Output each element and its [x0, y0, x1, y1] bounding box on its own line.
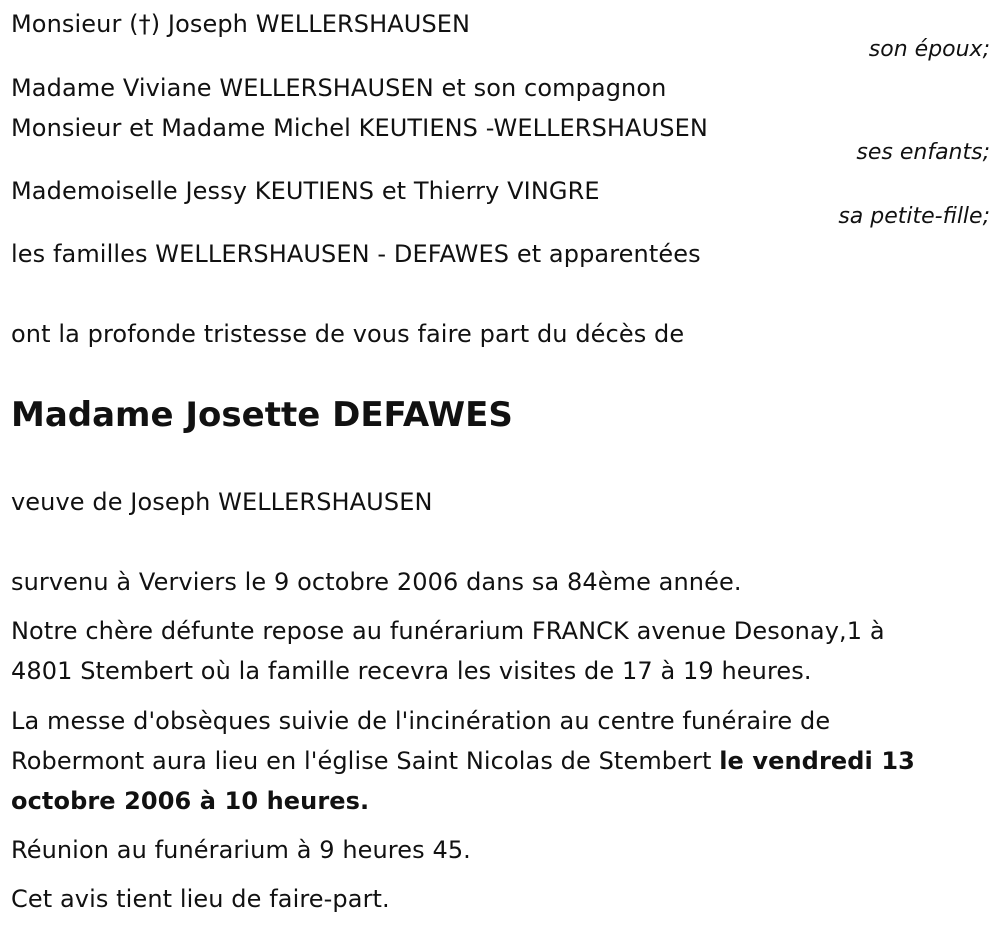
cross-icon: † [138, 10, 151, 38]
widow-of-line: veuve de Joseph WELLERSHAUSEN [11, 488, 433, 516]
granddaughter-line: Mademoiselle Jessy KEUTIENS et Thierry VINGRE [11, 177, 600, 205]
child-1-line: Madame Viviane WELLERSHAUSEN et son compagnon [11, 74, 667, 102]
granddaughter-role: sa petite-fille; [838, 204, 990, 229]
spouse-prefix: Monsieur ( [11, 10, 139, 38]
mass-line-3: octobre 2006 à 10 heures. [11, 787, 370, 815]
child-2-line: Monsieur et Madame Michel KEUTIENS -WELLERSHAUSEN [11, 114, 708, 142]
rest-line-2: 4801 Stembert où la famille recevra les visites de 17 à 19 heures. [11, 657, 812, 685]
families-line: les familles WELLERSHAUSEN - DEFAWES et apparentées [11, 240, 701, 268]
mass-line-2-text: Robermont aura lieu en l'église Saint Nicolas de Stembert [11, 747, 720, 775]
rest-line-1: Notre chère défunte repose au funérarium FRANCK avenue Desonay,1 à [11, 617, 885, 645]
mass-date-bold: le vendredi 13 [719, 747, 915, 775]
deceased-name: Madame Josette DEFAWES [11, 395, 513, 435]
mass-line-1: La messe d'obsèques suivie de l'incinération au centre funéraire de [11, 707, 831, 735]
meeting-line: Réunion au funérarium à 9 heures 45. [11, 836, 471, 864]
children-role: ses enfants; [856, 140, 990, 165]
intro-line: ont la profonde tristesse de vous faire part du décès de [11, 320, 685, 348]
spouse-name: ) Joseph WELLERSHAUSEN [150, 10, 471, 38]
notice-line: Cet avis tient lieu de faire-part. [11, 885, 390, 913]
death-info-line: survenu à Verviers le 9 octobre 2006 dans sa 84ème année. [11, 568, 742, 596]
spouse-role: son époux; [868, 37, 990, 62]
mass-line-2 [11, 746, 915, 776]
spouse-line [11, 9, 470, 39]
